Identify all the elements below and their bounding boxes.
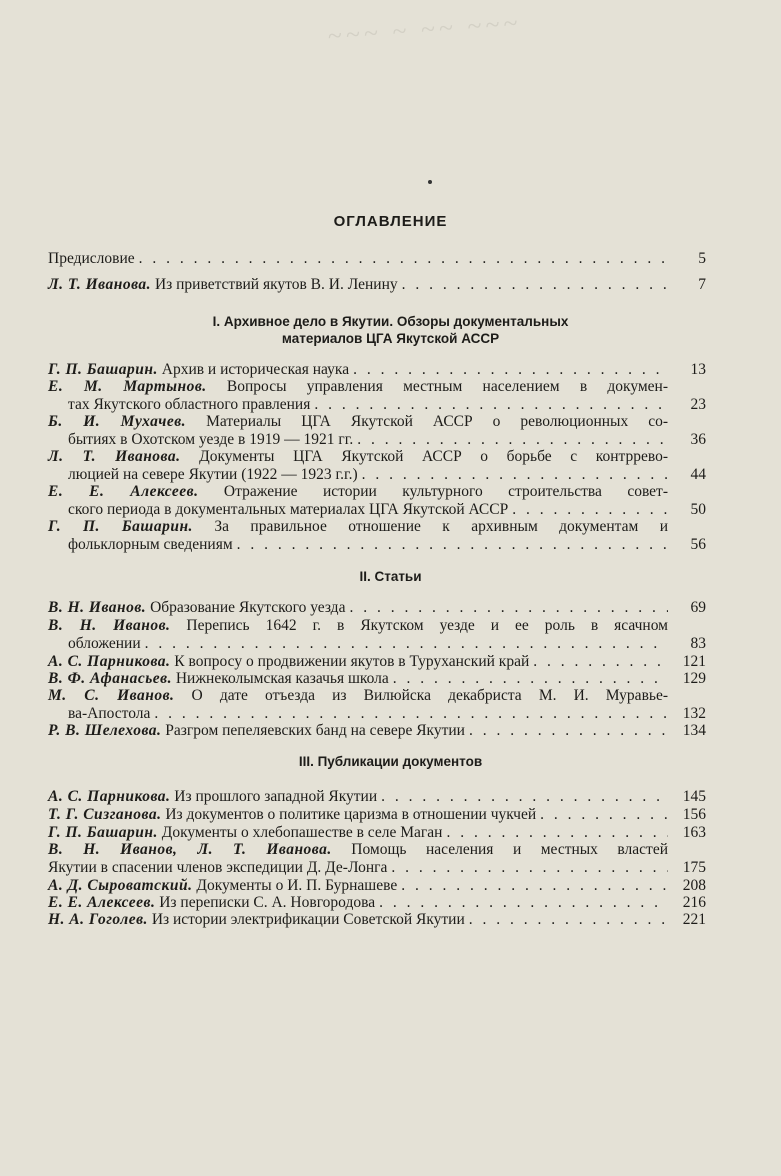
toc-entry-lenin[interactable]: Л. Т. Иванова. Из приветствий якутов В. И. Ленину . . . 7 xyxy=(48,276,706,294)
toc-entry[interactable]: Г. П. Башарин. Архив и историческая наука . . . 13 xyxy=(48,361,706,379)
toc-entry[interactable]: В. Ф. Афанасьев. Нижнеколымская казачья школа . . . 129 xyxy=(48,670,706,688)
page-title: ОГЛАВЛЕНИЕ xyxy=(333,213,448,230)
pencil-marks: ~~~ ~ ~~ ~~~ xyxy=(326,8,523,51)
toc-entry[interactable]: М. С. Иванов. О дате отъезда из Вилюйска декабриста М. И. Муравье- ва-Апостола . . . 132 xyxy=(48,687,706,722)
toc-entry[interactable]: В. Н. Иванов, Л. Т. Иванова. Помощь населения и местных властей Якутии в спасении членов экспедиции Д. Де-Лонга . . . 175 xyxy=(48,841,706,876)
toc-entry[interactable]: А. С. Парникова. Из прошлого западной Якутии . . . 145 xyxy=(48,788,706,806)
toc-entry[interactable]: Г. П. Башарин. Документы о хлебопашестве в селе Маган . . . 163 xyxy=(48,824,706,842)
toc-entry[interactable]: Е. М. Мартынов. Вопросы управления местным населением в докумен- тах Якутского областного правления . . . 23 xyxy=(48,378,706,413)
toc-entry[interactable]: Е. Е. Алексеев. Отражение истории культурного строительства совет- ского периода в документальных материалах ЦГА Якутской АССР . . . 50 xyxy=(48,483,706,518)
toc-entry[interactable]: Е. Е. Алексеев. Из переписки С. А. Новгородова . . . 216 xyxy=(48,894,706,912)
toc-entry[interactable]: Б. И. Мухачев. Материалы ЦГА Якутской АССР о революционных со- бытиях в Охотском уезде в 1919 — 1921 гг. . . . 36 xyxy=(48,413,706,448)
toc-entry-preface[interactable]: Предисловие . . . 5 xyxy=(48,250,706,268)
toc-entry[interactable]: Г. П. Башарин. За правильное отношение к архивным документам и фольклорным сведениям . . . 56 xyxy=(48,518,706,553)
toc-entry[interactable]: А. Д. Сыроватский. Документы о И. П. Бурнашеве . . . 208 xyxy=(48,877,706,895)
section-heading-1: I. Архивное дело в Якутии. Обзоры документальных материалов ЦГА Якутской АССР xyxy=(212,314,569,346)
toc-entry[interactable]: В. Н. Иванов. Перепись 1642 г. в Якутском уезде и ее роль в ясачном обложении . . . 83 xyxy=(48,617,706,652)
toc-entry[interactable]: Т. Г. Сизганова. Из документов о политике царизма в отношении чукчей . . . 156 xyxy=(48,806,706,824)
toc-entry[interactable]: А. С. Парникова. К вопросу о продвижении якутов в Туруханский край . . . 121 xyxy=(48,653,706,671)
toc-entry[interactable]: Н. А. Гоголев. Из истории электрификации Советской Якутии . . . 221 xyxy=(48,911,706,929)
section-heading-3: III. Публикации документов xyxy=(298,754,483,769)
toc-entry[interactable]: В. Н. Иванов. Образование Якутского уезда . . . 69 xyxy=(48,599,706,617)
toc-entry[interactable]: Р. В. Шелехова. Разгром пепеляевских банд на севере Якутии . . . 134 xyxy=(48,722,706,740)
ink-dot xyxy=(428,180,432,184)
toc-entry[interactable]: Л. Т. Иванова. Документы ЦГА Якутской АССР о борьбе с контррево- люцией на севере Якутии (1922 — 1923 г.г.) . . . 44 xyxy=(48,448,706,483)
section-heading-2: II. Статьи xyxy=(359,569,422,584)
